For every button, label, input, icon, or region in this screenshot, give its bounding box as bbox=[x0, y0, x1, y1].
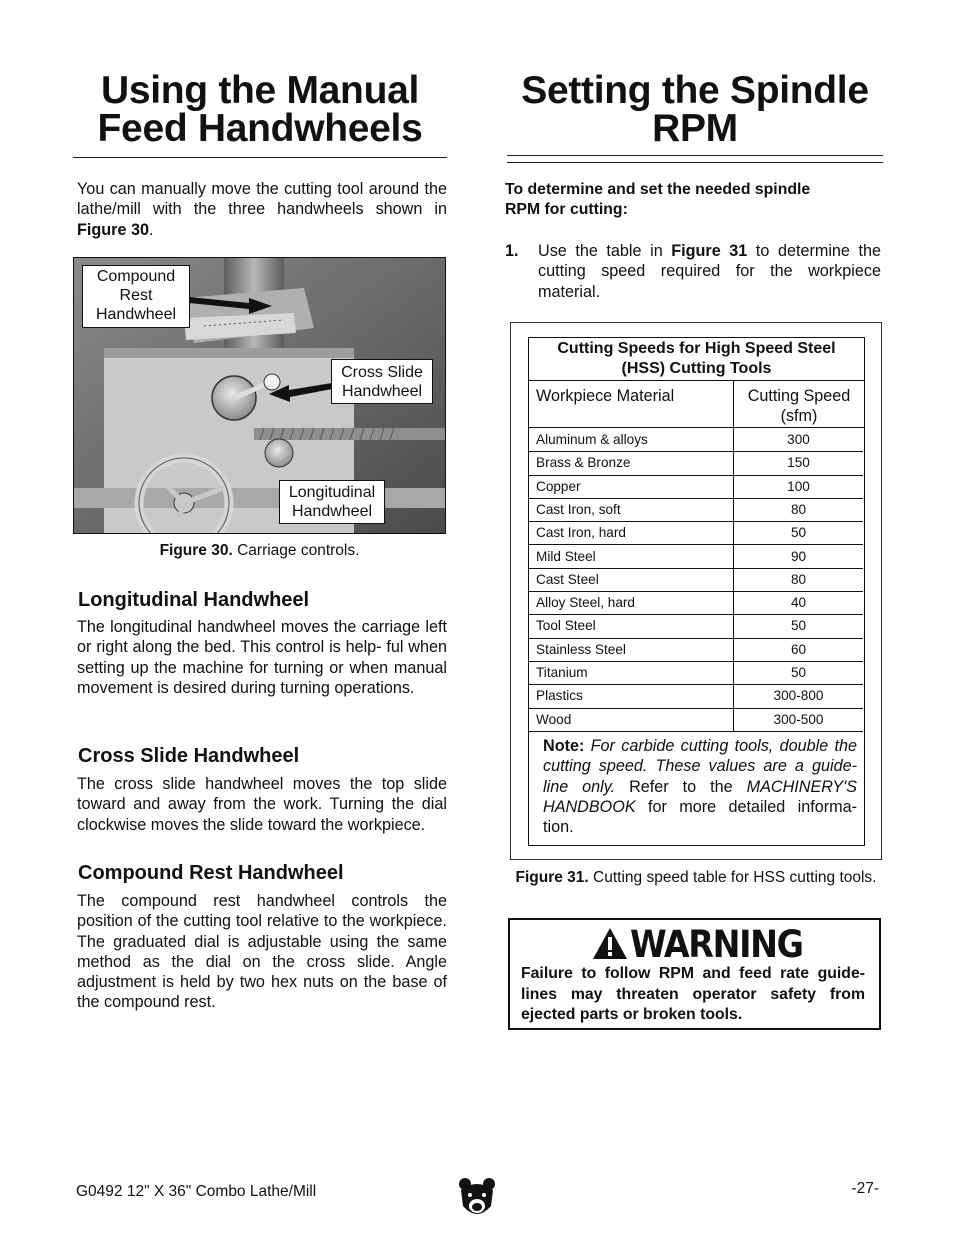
right-title-rule-bottom bbox=[507, 162, 883, 163]
row-speed: 300-500 bbox=[773, 711, 824, 727]
row-material: Tool Steel bbox=[536, 618, 596, 634]
row-material: Aluminum & alloys bbox=[536, 432, 648, 447]
warning-triangle-icon bbox=[592, 927, 628, 960]
row-speed: 50 bbox=[790, 618, 807, 634]
row-material: Cast Iron, hard bbox=[536, 525, 626, 541]
left-title bbox=[73, 69, 447, 150]
table-row bbox=[529, 451, 863, 475]
left-intro: You can manually move the cutting tool around the lathe/mill with the three handwheels shown in Figure 30. bbox=[77, 180, 447, 239]
warning-text: Failure to follow RPM and feed rate guide- lines may threaten operator safety from ejected parts or broken tools. bbox=[521, 965, 865, 1023]
body-cross-slide: The cross slide handwheel moves the top slide toward and away from the work. Turning the dial clockwise moves the slide toward the workpiece. bbox=[77, 775, 447, 834]
row-material: Titanium bbox=[536, 665, 588, 680]
header-material: Workpiece Material bbox=[536, 387, 675, 405]
row-speed: 150 bbox=[787, 455, 810, 471]
table-note: Note: For carbide cutting tools, double the cutting speed. These values are a guide- line only. Refer to the MACHINERY'S HANDBOOK for more detailed informa- tion. bbox=[543, 737, 858, 837]
footer-model: G0492 12" X 36" Combo Lathe/Mill bbox=[76, 1183, 317, 1200]
table-row bbox=[529, 568, 863, 592]
left-title-line2: Feed Handwheels bbox=[97, 107, 423, 150]
row-speed: 40 bbox=[790, 595, 807, 611]
row-speed: 60 bbox=[790, 641, 807, 657]
row-speed: 90 bbox=[790, 548, 807, 564]
table-row bbox=[529, 708, 863, 732]
table-title: Cutting Speeds for High Speed Steel (HSS) Cutting Tools bbox=[529, 338, 864, 381]
left-title-line1: Using the Manual bbox=[100, 69, 420, 112]
step-number: 1. bbox=[505, 242, 519, 260]
row-material: Mild Steel bbox=[536, 548, 596, 564]
header-speed: Cutting Speed (sfm) bbox=[747, 387, 851, 425]
row-material: Alloy Steel, hard bbox=[536, 595, 635, 611]
row-material: Wood bbox=[536, 711, 572, 727]
callout-cross-slide: Cross Slide Handwheel bbox=[331, 359, 433, 404]
cutting-speed-table bbox=[528, 337, 865, 846]
footer-page-number: -27- bbox=[851, 1180, 879, 1197]
figure-31-caption: Figure 31. Cutting speed table for HSS cutting tools. bbox=[515, 869, 877, 886]
left-title-rule bbox=[73, 157, 447, 158]
table-row bbox=[529, 545, 863, 569]
right-title-rule-top bbox=[507, 155, 883, 156]
row-speed: 300-800 bbox=[773, 688, 824, 704]
table-row bbox=[529, 684, 863, 708]
row-material: Plastics bbox=[536, 688, 583, 704]
bear-logo-icon bbox=[457, 1176, 497, 1222]
table-row bbox=[529, 521, 863, 545]
table-row bbox=[529, 428, 863, 452]
heading-compound-rest: Compound Rest Handwheel bbox=[78, 862, 344, 884]
table-row bbox=[529, 591, 863, 615]
row-material: Copper bbox=[536, 478, 581, 494]
row-speed: 100 bbox=[787, 478, 810, 494]
row-speed: 50 bbox=[790, 665, 807, 680]
table-row bbox=[529, 614, 863, 638]
step-text: Use the table in Figure 31 to determine the cutting speed required for the workpiece material. bbox=[538, 242, 882, 301]
row-speed: 300 bbox=[787, 432, 810, 447]
figure-30-caption: Figure 30. Carriage controls. bbox=[159, 542, 360, 559]
row-speed: 80 bbox=[790, 501, 807, 517]
row-material: Cast Iron, soft bbox=[536, 501, 621, 517]
body-compound-rest: The compound rest handwheel controls the position of the cutting tool relative to the workpiece. The graduated dial is adjustable using the same method as the dial on the cross slide. Angle adjustment is held by two hex nuts on the base of the compound rest. bbox=[77, 892, 447, 1012]
carriage-photo bbox=[73, 257, 446, 534]
callout-longitudinal: Longitudinal Handwheel bbox=[279, 480, 385, 524]
row-speed: 80 bbox=[790, 571, 807, 587]
row-material: Cast Steel bbox=[536, 571, 599, 587]
right-lead: To determine and set the needed spindle RPM for cutting: bbox=[505, 181, 811, 219]
heading-cross-slide: Cross Slide Handwheel bbox=[78, 745, 300, 767]
body-longitudinal: The longitudinal handwheel moves the carriage left or right along the bed. This control is help- ful when setting up the machine for turning or when manual movement is desired during turning operations. bbox=[77, 618, 447, 697]
table-row bbox=[529, 498, 863, 522]
right-title-line1: Setting the Spindle bbox=[521, 69, 869, 112]
right-title bbox=[507, 69, 883, 150]
callout-compound-rest: Compound Rest Handwheel bbox=[82, 265, 190, 328]
row-speed: 50 bbox=[790, 525, 807, 541]
table-row bbox=[529, 638, 863, 662]
row-material: Brass & Bronze bbox=[536, 455, 631, 471]
table-row bbox=[529, 661, 863, 685]
warning-word: WARNING bbox=[630, 923, 803, 966]
table-row bbox=[529, 475, 863, 499]
row-material: Stainless Steel bbox=[536, 641, 626, 657]
right-title-line2: RPM bbox=[652, 107, 738, 150]
table-header bbox=[529, 381, 864, 428]
heading-longitudinal: Longitudinal Handwheel bbox=[78, 589, 310, 611]
